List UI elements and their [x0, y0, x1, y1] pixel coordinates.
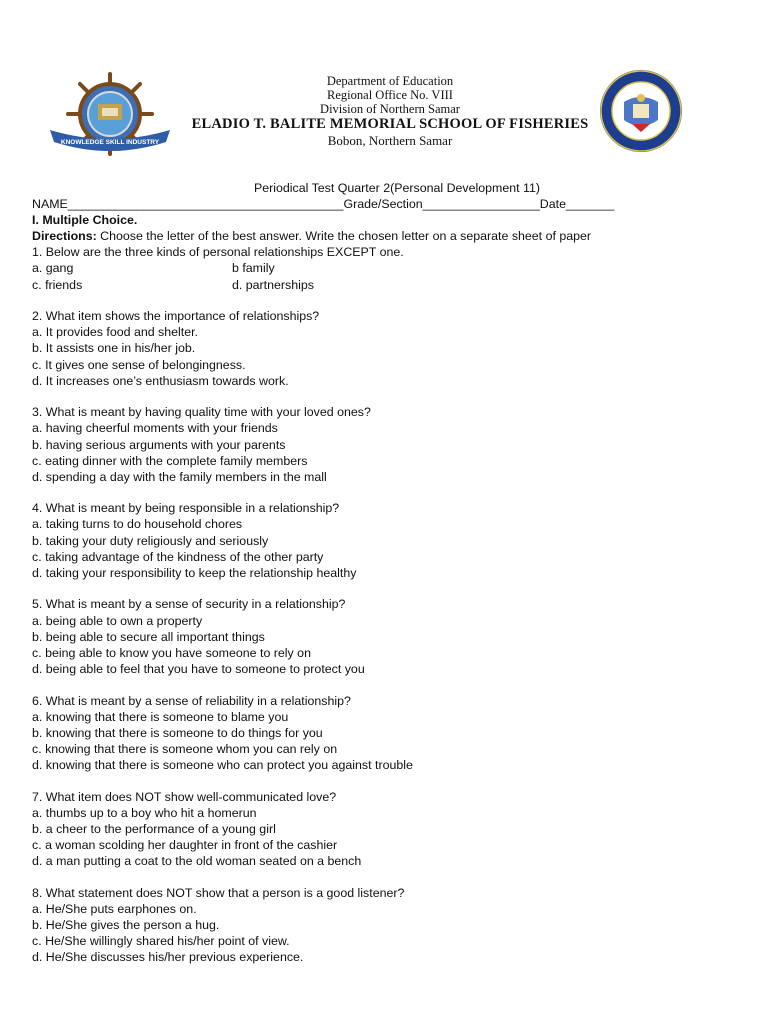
question-3 [32, 404, 742, 484]
question-text: 6. What is meant by a sense of reliability in a relationship? [32, 693, 351, 708]
directions-text: Choose the letter of the best answer. Write the chosen letter on a separate sheet of paper [96, 229, 592, 244]
question-text: 5. What is meant by a sense of security in a relationship? [32, 597, 346, 612]
option: a. gang [32, 261, 74, 276]
school-address: Bobon, Northern Samar [327, 133, 453, 148]
option: c. eating dinner with the complete family members [32, 453, 308, 468]
option: d. It increases one’s enthusiasm towards work. [32, 373, 289, 388]
option: c. a woman scolding her daughter in front of the cashier [32, 837, 338, 852]
svg-text:KNOWLEDGE SKILL INDUSTRY: KNOWLEDGE SKILL INDUSTRY [60, 139, 160, 146]
option: a. being able to own a property [32, 613, 203, 628]
school-logo [46, 72, 174, 156]
option: b. It assists one in his/her job. [32, 341, 196, 356]
question-7 [32, 789, 742, 869]
name-grade-date-line: NAME________________________________________Grade/Section_________________Date_______ [32, 197, 615, 212]
option: a. taking turns to do household chores [32, 517, 243, 532]
option: d. spending a day with the family members in the mall [32, 469, 327, 484]
deped-seal [598, 68, 684, 154]
option: a. He/She puts earphones on. [32, 901, 197, 916]
question-text: 8. What statement does NOT show that a person is a good listener? [32, 885, 405, 900]
option: a. knowing that there is someone to blame you [32, 709, 289, 724]
option: a. It provides food and shelter. [32, 325, 199, 340]
option: a. thumbs up to a boy who hit a homerun [32, 805, 257, 820]
question-4 [32, 500, 742, 580]
option: a. having cheerful moments with your friends [32, 421, 278, 436]
letterhead [190, 74, 590, 148]
question-1 [32, 244, 742, 292]
option: b. He/She gives the person a hug. [32, 917, 220, 932]
option: b. having serious arguments with your parents [32, 437, 286, 452]
option: c. It gives one sense of belongingness. [32, 357, 246, 372]
question-5 [32, 596, 742, 676]
option: c. knowing that there is someone whom you can rely on [32, 741, 338, 756]
option: d. He/She discusses his/her previous experience. [32, 950, 304, 964]
option: b. taking your duty religiously and seriously [32, 533, 269, 548]
directions-label: Directions: [32, 229, 97, 244]
question-text: 1. Below are the three kinds of personal relationships EXCEPT one. [32, 245, 404, 260]
test-body [32, 180, 742, 965]
option: c. friends [32, 277, 83, 292]
question-6 [32, 693, 742, 773]
question-text: 4. What is meant by being responsible in a relationship? [32, 501, 340, 516]
question-text: 2. What item shows the importance of relationships? [32, 309, 320, 324]
school-name: ELADIO T. BALITE MEMORIAL SCHOOL OF FISHERIES [191, 116, 589, 132]
question-8 [32, 885, 742, 965]
option: b family [232, 261, 275, 276]
section-heading: I. Multiple Choice. [32, 213, 138, 228]
option: c. taking advantage of the kindness of the other party [32, 549, 324, 564]
question-text: 7. What item does NOT show well-communicated love? [32, 789, 337, 804]
option: d. knowing that there is someone who can protect you against trouble [32, 757, 413, 772]
option: b. being able to secure all important things [32, 629, 265, 644]
option: b. a cheer to the performance of a young girl [32, 821, 276, 836]
option: d. a man putting a coat to the old woman seated on a bench [32, 853, 362, 868]
department-name: Department of Education [326, 74, 454, 88]
option: c. He/She willingly shared his/her point of view. [32, 933, 290, 948]
question-text: 3. What is meant by having quality time with your loved ones? [32, 405, 371, 420]
test-title: Periodical Test Quarter 2(Personal Development 11) [253, 181, 541, 195]
option: d. partnerships [232, 277, 314, 292]
option: d. being able to feel that you have to someone to protect you [32, 661, 365, 676]
option: c. being able to know you have someone to rely on [32, 645, 311, 660]
option: b. knowing that there is someone to do things for you [32, 725, 323, 740]
option: d. taking your responsibility to keep the relationship healthy [32, 565, 357, 580]
regional-office: Regional Office No. VIII [327, 88, 453, 102]
division-name: Division of Northern Samar [320, 102, 460, 116]
directions [32, 228, 742, 244]
question-2 [32, 308, 742, 388]
